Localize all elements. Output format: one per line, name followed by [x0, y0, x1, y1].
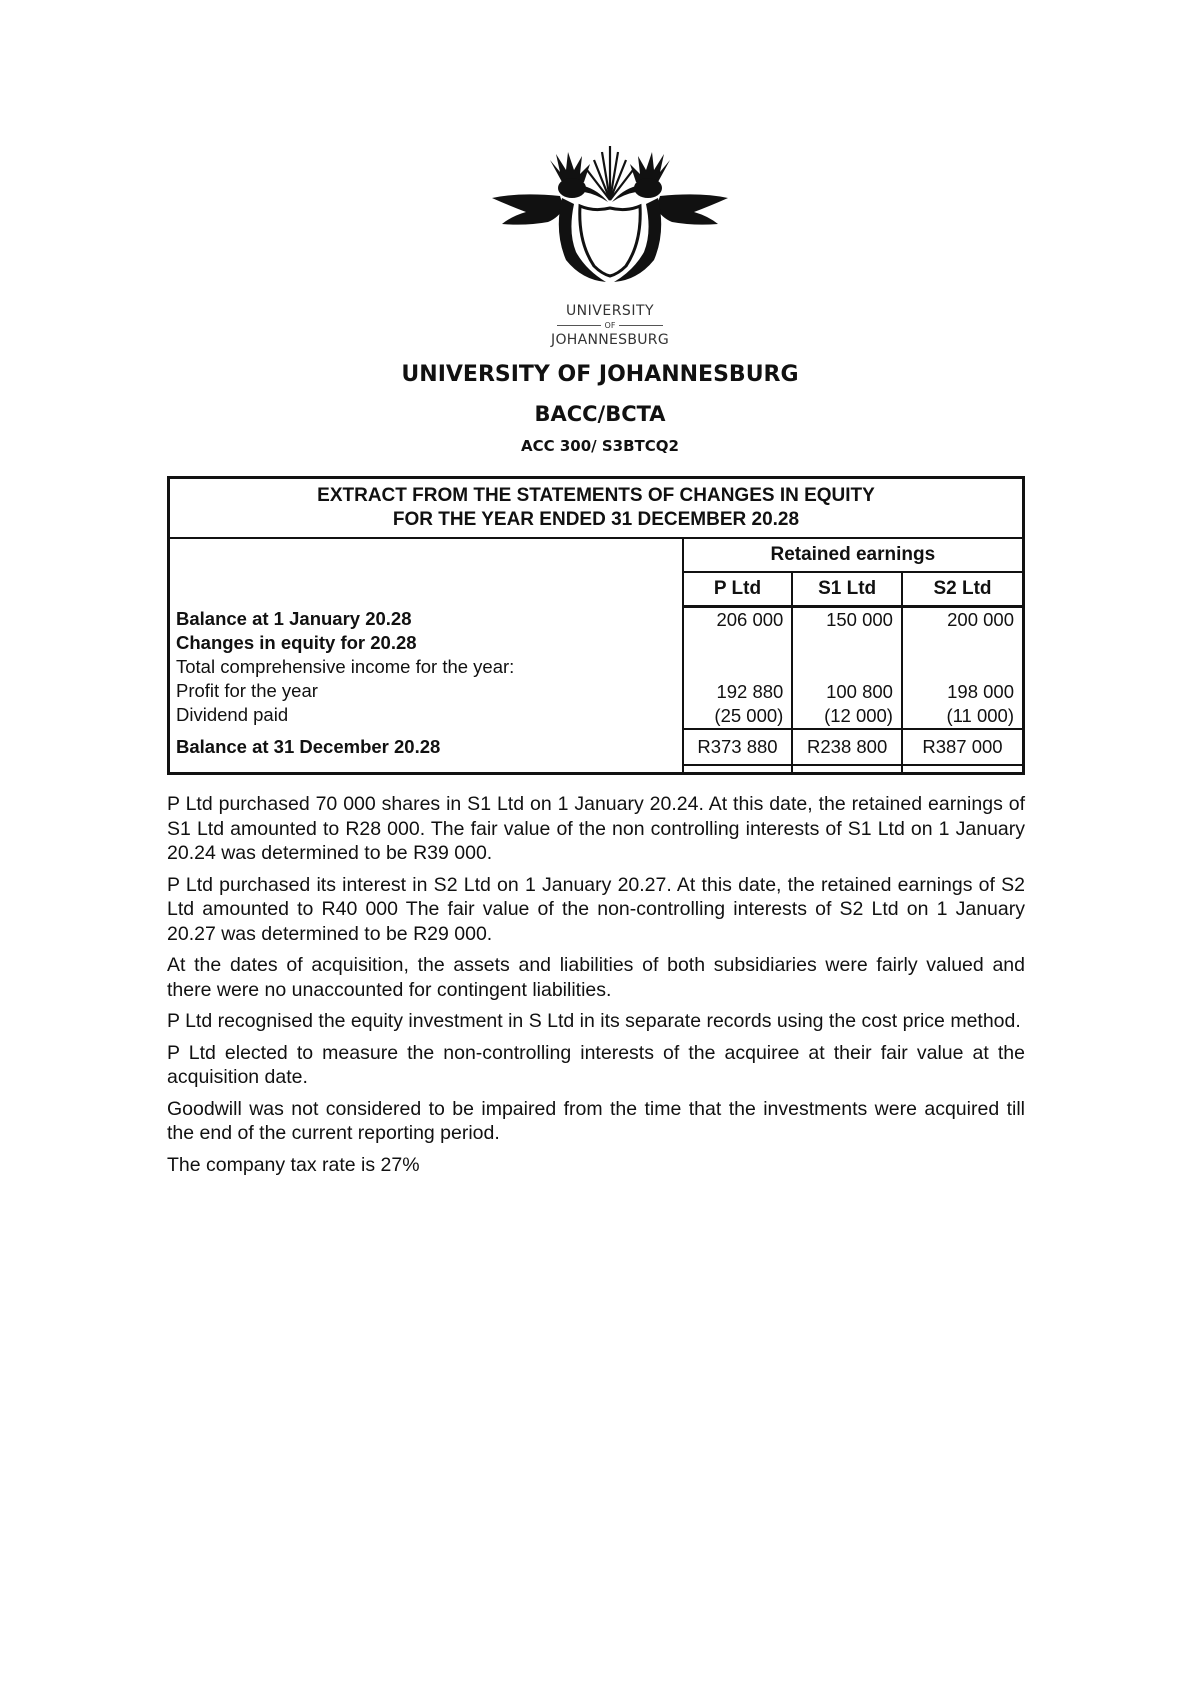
university-logo: [490, 142, 730, 357]
tci-label: Total comprehensive income for the year:: [176, 655, 515, 677]
s1-ltd-profit: 100 800: [826, 681, 893, 702]
university-title: UNIVERSITY OF JOHANNESBURG: [401, 362, 799, 387]
paragraph-nci-measurement: P Ltd elected to measure the non-controlling interests of the acquiree at their fair value at the acquisition date.: [167, 1041, 1025, 1088]
s1-ltd-dividend: (12 000): [824, 705, 893, 726]
logo-johannesburg-text: JOHANNESBURG: [551, 332, 669, 348]
s1-ltd-opening: 150 000: [826, 609, 893, 630]
p-ltd-values-cell: [683, 607, 793, 730]
group-header-row: [169, 538, 1024, 572]
column-header-s1-ltd: S1 Ltd: [792, 572, 902, 607]
column-header-s2-ltd: S2 Ltd: [902, 572, 1024, 607]
column-header-p-ltd: P Ltd: [683, 572, 793, 607]
paragraph-tax-rate: The company tax rate is 27%: [167, 1153, 420, 1176]
table-title-row: [169, 478, 1024, 539]
table-title: [169, 478, 1024, 539]
header-blank-cell: [169, 538, 683, 607]
profit-label: Profit for the year: [176, 679, 318, 701]
closing-balance-label: Balance at 31 December 20.28: [169, 729, 683, 765]
logo-university-text: UNIVERSITY: [565, 303, 655, 319]
double-underline-row: [169, 765, 1024, 774]
hoopoe-birds-emblem-icon: [490, 142, 730, 292]
course-code: ACC 300/ S3BTCQ2: [521, 437, 679, 455]
s1-ltd-values-cell: [792, 607, 902, 730]
paragraph-s1-acquisition: P Ltd purchased 70 000 shares in S1 Ltd on 1 January 20.24. At this date, the retained earnings of S1 Ltd amounted to R28 000. The fair value of the non controlling interests of S1 Ltd on 1 January 20.24 was determined to be R39 000.: [167, 793, 1025, 864]
p-ltd-profit: 192 880: [716, 681, 784, 702]
closing-balance-row: [169, 729, 1024, 765]
s2-ltd-closing: R387 000: [902, 729, 1024, 765]
dividend-label: Dividend paid: [176, 703, 289, 725]
paragraph-s2-acquisition: P Ltd purchased its interest in S2 Ltd on 1 January 20.27. At this date, the retained earnings of S2 Ltd amounted to R40 000 The fair value of the non-controlling interests of S2 Ltd on 1 January 20.27 was determined to be R29 000.: [167, 873, 1025, 945]
changes-in-equity-label: Changes in equity for 20.28: [176, 631, 417, 653]
s2-ltd-profit: 198 000: [947, 681, 1014, 702]
row-labels-cell: [169, 607, 683, 730]
paragraph-fair-value: At the dates of acquisition, the assets and liabilities of both subsidiaries were fairly valued and there were no unaccounted for contingent liabilities.: [167, 954, 1025, 1001]
s2-ltd-dividend: (11 000): [946, 705, 1014, 726]
table-title-line-2: FOR THE YEAR ENDED 31 DECEMBER 20.28: [392, 509, 800, 530]
table-body-row: [169, 607, 1024, 730]
retained-earnings-header: Retained earnings: [683, 538, 1024, 572]
question-information: [167, 792, 1025, 1184]
s2-ltd-opening: 200 000: [947, 609, 1014, 630]
paragraph-cost-method: P Ltd recognised the equity investment in S Ltd in its separate records using the cost price method.: [167, 1010, 1021, 1032]
logo-of-text: OF: [490, 321, 730, 330]
p-ltd-closing: R373 880: [683, 729, 793, 765]
programme-title: BACC/BCTA: [534, 402, 666, 426]
paragraph-goodwill: Goodwill was not considered to be impaired from the time that the investments were acquired till the end of the current reporting period.: [167, 1097, 1025, 1144]
p-ltd-dividend: (25 000): [714, 705, 784, 726]
s2-ltd-values-cell: [902, 607, 1024, 730]
p-ltd-opening: 206 000: [716, 609, 784, 630]
table-title-line-1: EXTRACT FROM THE STATEMENTS OF CHANGES IN EQUITY: [317, 485, 875, 506]
changes-in-equity-table: [167, 476, 1025, 775]
s1-ltd-closing: R238 800: [792, 729, 902, 765]
opening-balance-label: Balance at 1 January 20.28: [176, 607, 412, 629]
